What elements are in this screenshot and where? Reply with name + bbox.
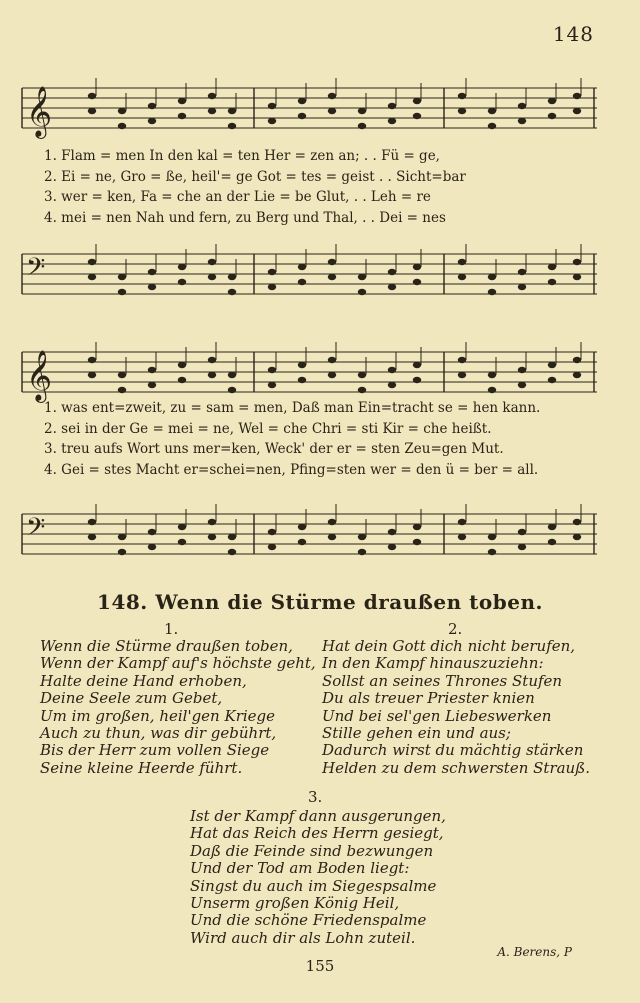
stanza-line: Singst du auch im Siegespsalme: [190, 876, 437, 895]
note-head: [458, 519, 466, 525]
note-head: [458, 93, 466, 99]
note-head: [573, 274, 581, 280]
note-head: [118, 534, 126, 540]
note-head: [178, 279, 186, 285]
note-head: [178, 377, 186, 383]
lyric-line: 4. Gei = stes Macht er=schei=nen, Pfing=sten wer = den ü = ber = all.: [44, 461, 539, 478]
stanza-2: [322, 638, 590, 777]
stanza-line: Seine kleine Heerde führt.: [40, 758, 243, 777]
note-head: [358, 289, 366, 295]
staff-lines: [22, 348, 597, 401]
treble-staff-1: [22, 84, 597, 137]
note-head: [388, 269, 396, 275]
note-head: [518, 544, 526, 550]
treble-clef-icon: 𝄞: [26, 350, 53, 401]
note-head: [488, 123, 496, 129]
note-head: [358, 108, 366, 114]
attribution: A. Berens, P: [497, 945, 572, 959]
note-head: [328, 372, 336, 378]
note-head: [388, 382, 396, 388]
note-head: [178, 264, 186, 270]
note-head: [458, 534, 466, 540]
stanza-line: Stille gehen ein und aus;: [322, 724, 511, 743]
stanza-line: Unserm großen König Heil,: [190, 894, 400, 913]
note-head: [178, 113, 186, 119]
note-head: [458, 259, 466, 265]
note-head: [88, 259, 96, 265]
note-head: [358, 534, 366, 540]
note-head: [358, 274, 366, 280]
treble-clef-icon: 𝄞: [26, 86, 53, 137]
note-head: [118, 372, 126, 378]
note-head: [388, 529, 396, 535]
note-head: [88, 519, 96, 525]
bass-staff-1: [22, 250, 597, 298]
note-head: [413, 539, 421, 545]
stanza-line: In den Kampf hinauszuziehn:: [322, 654, 544, 673]
note-head: [388, 284, 396, 290]
note-head: [228, 534, 236, 540]
note-head: [413, 264, 421, 270]
note-head: [208, 534, 216, 540]
lyric-line: 1. Flam = men In den kal = ten Her = zen an; . . Fü = ge,: [44, 148, 440, 164]
stanza-line: Bis der Herr zum vollen Siege: [40, 741, 270, 760]
note-head: [488, 274, 496, 280]
note-head: [413, 377, 421, 383]
note-head: [488, 372, 496, 378]
note-head: [548, 113, 556, 119]
note-head: [268, 382, 276, 388]
stanza-line: Sollst an seines Thrones Stufen: [322, 671, 563, 690]
note-head: [268, 529, 276, 535]
note-head: [118, 274, 126, 280]
note-head: [458, 108, 466, 114]
note-head: [268, 284, 276, 290]
note-head: [328, 93, 336, 99]
staff-lines: [22, 250, 597, 298]
stanza-line: Wird auch dir als Lohn zuteil.: [190, 928, 416, 947]
hymn-number-header: 148: [552, 22, 594, 46]
note-head: [178, 524, 186, 530]
note-head: [518, 284, 526, 290]
lyrics-block-1: [44, 146, 589, 228]
note-head: [268, 367, 276, 373]
note-head: [488, 387, 496, 393]
stanza-line: Dadurch wirst du mächtig stärken: [322, 741, 584, 760]
note-head: [488, 289, 496, 295]
note-head: [328, 259, 336, 265]
note-head: [148, 367, 156, 373]
note-head: [88, 357, 96, 363]
staff-lines: [22, 84, 597, 137]
note-head: [118, 123, 126, 129]
lyric-line: 2. Ei = ne, Gro = ße, heil'= ge Got = tes = geist . . Sicht=bar: [44, 168, 466, 185]
note-head: [298, 524, 306, 530]
stanza-line: Helden zu dem schwersten Strauß.: [322, 758, 591, 777]
note-head: [413, 98, 421, 104]
note-head: [458, 274, 466, 280]
note-head: [88, 372, 96, 378]
note-head: [298, 377, 306, 383]
note-head: [488, 549, 496, 555]
note-head: [518, 529, 526, 535]
note-head: [548, 539, 556, 545]
note-head: [118, 289, 126, 295]
note-head: [548, 279, 556, 285]
stanza-line: Halte deine Hand erhoben,: [40, 671, 247, 690]
note-head: [458, 372, 466, 378]
note-head: [518, 382, 526, 388]
hymn-number: 148.: [97, 590, 148, 614]
note-head: [388, 544, 396, 550]
note-head: [208, 259, 216, 265]
note-head: [268, 269, 276, 275]
stanza-line: Hat dein Gott dich nicht berufen,: [322, 637, 576, 655]
note-head: [268, 544, 276, 550]
lyric-line: 1. was ent=zweit, zu = sam = men, Daß man Ein=tracht se = hen kann.: [44, 400, 541, 416]
note-head: [548, 264, 556, 270]
note-head: [573, 534, 581, 540]
stanza-line: Deine Seele zum Gebet,: [40, 689, 223, 708]
note-head: [388, 367, 396, 373]
note-head: [148, 382, 156, 388]
page-number: 155: [305, 957, 335, 975]
note-head: [228, 123, 236, 129]
bass-clef-icon: 𝄢: [26, 253, 46, 288]
note-head: [388, 103, 396, 109]
note-head: [208, 108, 216, 114]
note-head: [518, 367, 526, 373]
note-head: [573, 519, 581, 525]
note-head: [268, 118, 276, 124]
note-head: [573, 93, 581, 99]
stanza-number: 2.: [448, 620, 463, 638]
note-head: [488, 534, 496, 540]
note-head: [328, 274, 336, 280]
note-head: [358, 387, 366, 393]
note-head: [88, 93, 96, 99]
note-head: [518, 103, 526, 109]
stanza-line: Ist der Kampf dann ausgerungen,: [190, 807, 446, 825]
note-head: [118, 549, 126, 555]
note-head: [88, 108, 96, 114]
stanza-line: Hat das Reich des Herrn gesiegt,: [190, 824, 444, 843]
note-head: [228, 549, 236, 555]
note-head: [208, 93, 216, 99]
note-head: [328, 357, 336, 363]
stanza-line: Auch zu thun, was dir gebührt,: [40, 724, 277, 743]
note-head: [118, 387, 126, 393]
lyric-line: 4. mei = nen Nah und fern, zu Berg und Thal, . . Dei = nes: [44, 209, 446, 226]
treble-staff-2: [22, 348, 597, 401]
note-head: [573, 259, 581, 265]
hymn-heading: [0, 590, 640, 614]
note-head: [488, 108, 496, 114]
note-head: [413, 362, 421, 368]
stanza-line: Und bei sel'gen Liebeswerken: [322, 706, 552, 725]
note-head: [358, 372, 366, 378]
note-head: [228, 108, 236, 114]
note-head: [148, 103, 156, 109]
note-head: [573, 372, 581, 378]
note-head: [298, 113, 306, 119]
note-head: [328, 108, 336, 114]
note-head: [458, 357, 466, 363]
note-head: [268, 103, 276, 109]
note-head: [148, 544, 156, 550]
lyric-line: 3. wer = ken, Fa = che an der Lie = be Glut, . . Leh = re: [44, 189, 431, 205]
note-head: [413, 279, 421, 285]
bass-clef-icon: 𝄢: [26, 513, 46, 548]
note-head: [208, 274, 216, 280]
note-head: [548, 377, 556, 383]
note-head: [118, 108, 126, 114]
note-head: [228, 274, 236, 280]
lyric-line: 3. treu aufs Wort uns mer=ken, Weck' der er = sten Zeu=gen Mut.: [44, 441, 504, 457]
note-head: [208, 357, 216, 363]
stanza-number: 3.: [308, 788, 323, 806]
note-head: [358, 123, 366, 129]
note-head: [148, 118, 156, 124]
note-head: [228, 372, 236, 378]
note-head: [328, 534, 336, 540]
note-head: [573, 357, 581, 363]
note-head: [358, 549, 366, 555]
note-head: [548, 524, 556, 530]
note-head: [88, 274, 96, 280]
note-head: [148, 529, 156, 535]
note-head: [298, 362, 306, 368]
hymn-title: Wenn die Stürme draußen toben.: [155, 590, 543, 614]
note-head: [328, 519, 336, 525]
stanza-line: Wenn die Stürme draußen toben,: [40, 637, 293, 655]
note-head: [298, 98, 306, 104]
note-head: [298, 539, 306, 545]
stanza-number: 1.: [164, 620, 179, 638]
note-head: [208, 372, 216, 378]
note-head: [388, 118, 396, 124]
lyric-line: 2. sei in der Ge = mei = ne, Wel = che Chri = sti Kir = che heißt.: [44, 420, 492, 437]
note-head: [298, 279, 306, 285]
note-head: [548, 98, 556, 104]
stanza-line: Daß die Feinde sind bezwungen: [190, 841, 434, 860]
lyrics-block-2: [44, 398, 589, 480]
note-head: [88, 534, 96, 540]
note-head: [208, 519, 216, 525]
note-head: [178, 362, 186, 368]
stanza-line: Um im großen, heil'gen Kriege: [40, 706, 276, 725]
note-head: [228, 289, 236, 295]
note-head: [518, 269, 526, 275]
note-head: [413, 113, 421, 119]
stanza-line: Du als treuer Priester knien: [322, 689, 535, 708]
staff-lines: [22, 510, 597, 558]
stanza-line: Und der Tod am Boden liegt:: [190, 859, 410, 878]
note-head: [148, 269, 156, 275]
note-head: [228, 387, 236, 393]
note-head: [548, 362, 556, 368]
note-head: [298, 264, 306, 270]
stanza-line: Und die schöne Friedenspalme: [190, 911, 427, 930]
note-head: [148, 284, 156, 290]
bass-staff-2: [22, 510, 597, 558]
stanza-line: Wenn der Kampf auf's höchste geht,: [40, 654, 316, 673]
note-head: [178, 98, 186, 104]
stanza-1: [40, 638, 316, 777]
note-head: [178, 539, 186, 545]
note-head: [573, 108, 581, 114]
note-head: [518, 118, 526, 124]
stanza-3: [190, 808, 446, 947]
note-head: [413, 524, 421, 530]
